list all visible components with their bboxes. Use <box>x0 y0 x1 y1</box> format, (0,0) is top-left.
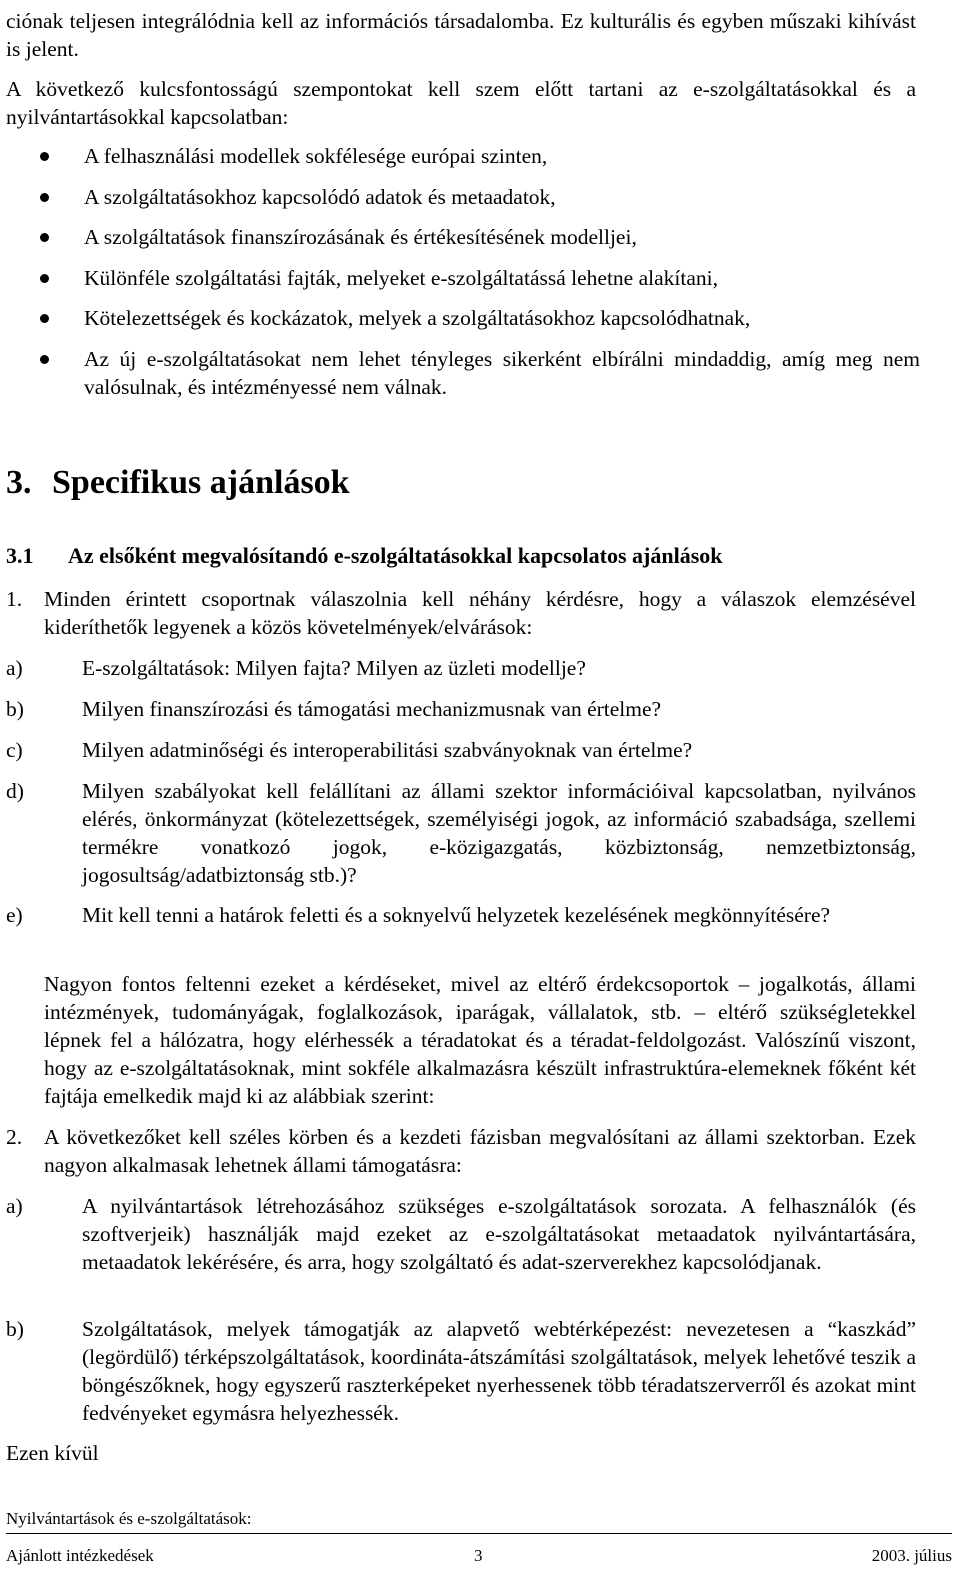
bullet-dot-icon <box>40 233 49 242</box>
question-item <box>6 736 916 764</box>
bullet-dot-icon <box>40 193 49 202</box>
section-title: Specifikus ajánlások <box>52 464 350 501</box>
bullet-item: A szolgáltatásokhoz kapcsolódó adatok és metaadatok, <box>40 183 920 211</box>
intro-lead: A következő kulcsfontosságú szempontokat kell szem előtt tartani az e-szolgáltatásokkal és a nyilvántartásokkal kapcsolatban: <box>6 77 916 129</box>
question-item <box>6 654 916 682</box>
bullet-item: Az új e-szolgáltatásokat nem lehet tényleges sikerként elbírálni mindaddig, amíg meg nem valósulnak, és intézményessé nem válnak. <box>40 345 920 401</box>
point-text: A következőket kell széles körben és a kezdeti fázisban megvalósítani az állami szektorban. Ezek nagyon alkalmasak lehetnek állami támogatásra: <box>44 1125 916 1177</box>
bullet-dot-icon <box>40 355 49 364</box>
section-heading <box>6 462 350 504</box>
section-number: 3. <box>6 464 32 501</box>
item-label: e) <box>6 903 23 927</box>
item-label: c) <box>6 738 23 762</box>
subsection-number: 3.1 <box>6 543 34 568</box>
item-label: d) <box>6 779 24 803</box>
numbered-point-1 <box>6 585 916 641</box>
item-text: Szolgáltatások, melyek támogatják az alapvető webtérképezést: nevezetesen a “kaszkád” (legördülő) térképszolgáltatások, koordináta-átszámítási szolgáltatások, melyek lehetővé teszik a böngészőknek, hogy egyszerű raszterképeket nyerhessenek több téradatszerverről és azokat mint fedvényeket egymásra helyezhessék. <box>82 1317 916 1425</box>
bullet-list <box>40 142 920 414</box>
item-label: b) <box>6 1317 24 1341</box>
item-text: Mit kell tenni a határok feletti és a soknyelvű helyzetek kezelésének megkönnyítésére? <box>82 903 831 927</box>
bullet-item: Kötelezettségek és kockázatok, melyek a szolgáltatásokhoz kapcsolódhatnak, <box>40 304 920 332</box>
trailing-text: Ezen kívül <box>6 1441 99 1465</box>
bullet-dot-icon <box>40 274 49 283</box>
item-text: Milyen szabályokat kell felállítani az állami szektor információival kapcsolatban, nyilvános elérés, önkormányzat (kötelezettségek, személyiségi jogok, az információ szabadsága, szellemi termékre vonatkozó jogok, e-közigazgatás, közbiztonság, nemzetbiztonság, jogosultság/adatbiztonság stb.)? <box>82 779 916 887</box>
item-text: Milyen finanszírozási és támogatási mechanizmusnak van értelme? <box>82 697 662 721</box>
bullet-item: A felhasználási modellek sokfélesége európai szinten, <box>40 142 920 170</box>
service-item <box>6 1315 916 1427</box>
item-label: a) <box>6 656 23 680</box>
point-text: Minden érintett csoportnak válaszolnia kell néhány kérdésre, hogy a válaszok elemzésével kideríthetők legyenek a közös követelmények/elvárások: <box>44 587 916 639</box>
footer-divider <box>6 1533 952 1534</box>
question-item <box>6 695 916 723</box>
item-label: a) <box>6 1194 23 1218</box>
footer-title: Nyilvántartások és e-szolgáltatások: <box>6 1509 252 1528</box>
bullet-item: A szolgáltatások finanszírozásának és értékesítésének modelljei, <box>40 223 920 251</box>
item-label: b) <box>6 697 24 721</box>
closing-paragraph: Nagyon fontos feltenni ezeket a kérdéseket, mivel az eltérő érdekcsoportok – jogalkotás, állami intézmények, tudományágak, foglalkozások, iparágak, vállalatok, stb. – eltérő szükségletekkel lépnek fel a hálózatra, hogy elérhessék a téradatokat és a téradat-feldolgozást. Valószínű viszont, hogy az e-szolgáltatásoknak, mint sokféle alkalmazásra készült infrastruktúra-elemeknek főként két fajtája emelkedik majd ki az alábbiak szerint: <box>44 972 916 1108</box>
footer-section: Ajánlott intézkedések <box>6 1546 154 1565</box>
subsection-title: Az elsőként megvalósítandó e-szolgáltatásokkal kapcsolatos ajánlások <box>68 543 723 568</box>
bullet-item: Különféle szolgáltatási fajták, melyeket e-szolgáltatássá lehetne alakítani, <box>40 264 920 292</box>
subsection-heading <box>6 541 723 571</box>
intro-continuation: ciónak teljesen integrálódnia kell az információs társadalomba. Ez kulturális és egyben műszaki kihívást is jelent. <box>6 9 916 61</box>
bullet-dot-icon <box>40 152 49 161</box>
bullet-dot-icon <box>40 314 49 323</box>
service-item <box>6 1192 916 1276</box>
point-label: 1. <box>6 587 23 611</box>
question-item <box>6 901 916 929</box>
question-item <box>6 777 916 889</box>
item-text: A nyilvántartások létrehozásához szükséges e-szolgáltatások sorozata. A felhasználók (és szoftverjeik) használják majd ezeket az e-szolgáltatásokat metaadatok nyilvántartására, metaadatok lekérésére, és arra, hogy szolgáltató és adat-szerverekhez kapcsolódjanak. <box>82 1194 916 1274</box>
item-text: Milyen adatminőségi és interoperabilitási szabványoknak van értelme? <box>82 738 693 762</box>
point-label: 2. <box>6 1125 23 1149</box>
page-number: 3 <box>474 1546 483 1565</box>
footer-date: 2003. július <box>871 1546 952 1565</box>
numbered-point-2 <box>6 1123 916 1179</box>
item-text: E-szolgáltatások: Milyen fajta? Milyen az üzleti modellje? <box>82 656 586 680</box>
